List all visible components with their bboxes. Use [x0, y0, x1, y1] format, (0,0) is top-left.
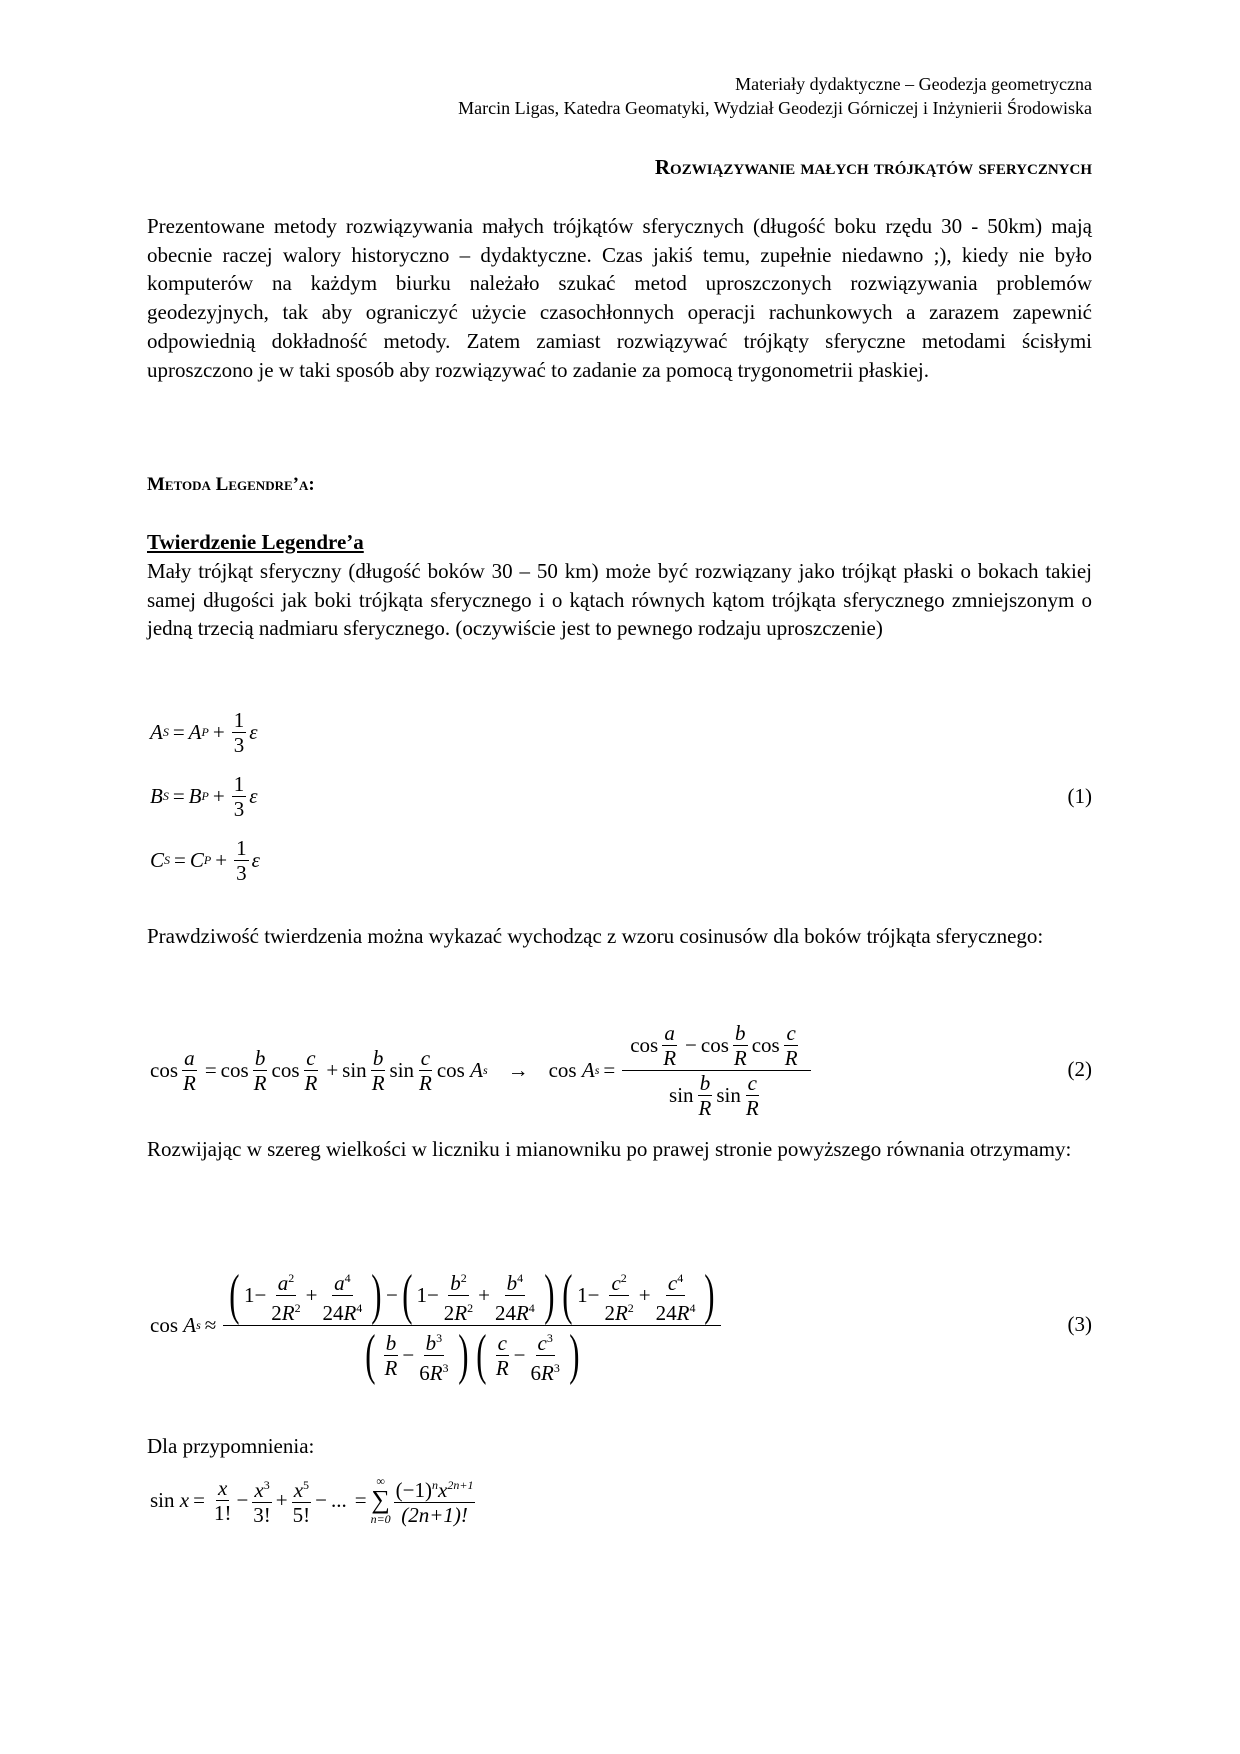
proof-paragraph: Prawdziwość twierdzenia można wykazać wychodząc z wzoru cosinusów dla boków trójkąta sferycznego: [147, 924, 1044, 948]
equation-1 [150, 700, 260, 892]
eq1-row-c: C S = C P + $\frac{1}{3}$ ε [150, 835, 260, 885]
equation-1-number: (1) [1067, 784, 1092, 808]
equation-2: cos $\frac{a}{R}$ = cos b R cos c R + sin b R sin c R cos A s → cos A s = cos a R − cos b R cos c R sin b R sin c R [150, 1010, 814, 1130]
intro-paragraph: Prezentowane metody rozwiązywania małych trójkątów sferycznych (długość boku rzędu 30 - 50km) mają obecnie raczej walory historyczno – dydaktyczne. Czas jakiś temu, zupełnie niedawno ;), kiedy nie było komputerów na każdym biurku należało szukać metod uproszczonych rozwiązywania problemów geodezyjnych, tak aby ograniczyć użycie czasochłonnych operacji rachunkowych a zarazem zapewnić odpowiednią dokładność metody. Zatem zamiast rozwiązywać trójkąty sferyczne metodami ścisłymi uproszczono je w taki sposób aby rozwiązywać to zadanie za pomocą trygonometrii płaskiej. [147, 214, 1092, 382]
page-title: Rozwiązywanie małych trójkątów sferycznych [654, 155, 1092, 179]
eq1-row-b: B S = B P + $\frac{1}{3}$ ε [150, 771, 258, 821]
section-heading: Metoda Legendre’a: [147, 474, 315, 495]
eq1-row-a: A S = A P + $\frac{1}{3}$ ε [150, 707, 258, 757]
theorem-title: Twierdzenie Legendre’a [147, 530, 364, 554]
equation-sine-series: sin x = $\frac{x}{1!}$ − $\frac{x^3}{3!}$ + $\frac{x^5}{5!}$ − ... = ∞ ∑ n=0 $(-1)^nx^{2n+1}$ (2n+1)! [150, 1474, 474, 1527]
header-line-1: Materiały dydaktyczne – Geodezja geometryczna [735, 74, 1092, 94]
equation-2-number: (2) [1067, 1057, 1092, 1081]
reminder-text: Dla przypomnienia: [147, 1434, 315, 1458]
equation-3: cos A s ≈ ( 1 − $\frac{a^2}{2R^2}$ + $\frac{a^4}{24R^4}$ ) − ( 1 − $\frac{b^2}{2R^2}$ + $\frac{b^4}{24R^4}$ ) ( 1 − $\frac{c^2}{2R^2}$ + $\frac{c^4}{24R^4}$ ) ( b R − $\frac{b^3}{6R^3}$ ) ( c R − $\frac{c^3}{6R^3}$ ) [150, 1245, 724, 1405]
header-line-2: Marcin Ligas, Katedra Geomatyki, Wydział Geodezji Górniczej i Inżynierii Środowiska [458, 98, 1092, 118]
theorem-paragraph: Mały trójkąt sferyczny (długość boków 30 – 50 km) może być rozwiązany jako trójkąt płaski o bokach takiej samej długości jak boki trójkąta sferycznego i o kątach równych kątom trójkąta sferycznego zmniejszonym o jedną trzecią nadmiaru sferycznego. (oczywiście jest to pewnego rodzaju uproszczenie) [147, 559, 1092, 641]
equation-3-number: (3) [1067, 1312, 1092, 1336]
expand-paragraph: Rozwijając w szereg wielkości w liczniku i mianowniku po prawej stronie powyższego równania otrzymamy: [147, 1137, 1072, 1161]
